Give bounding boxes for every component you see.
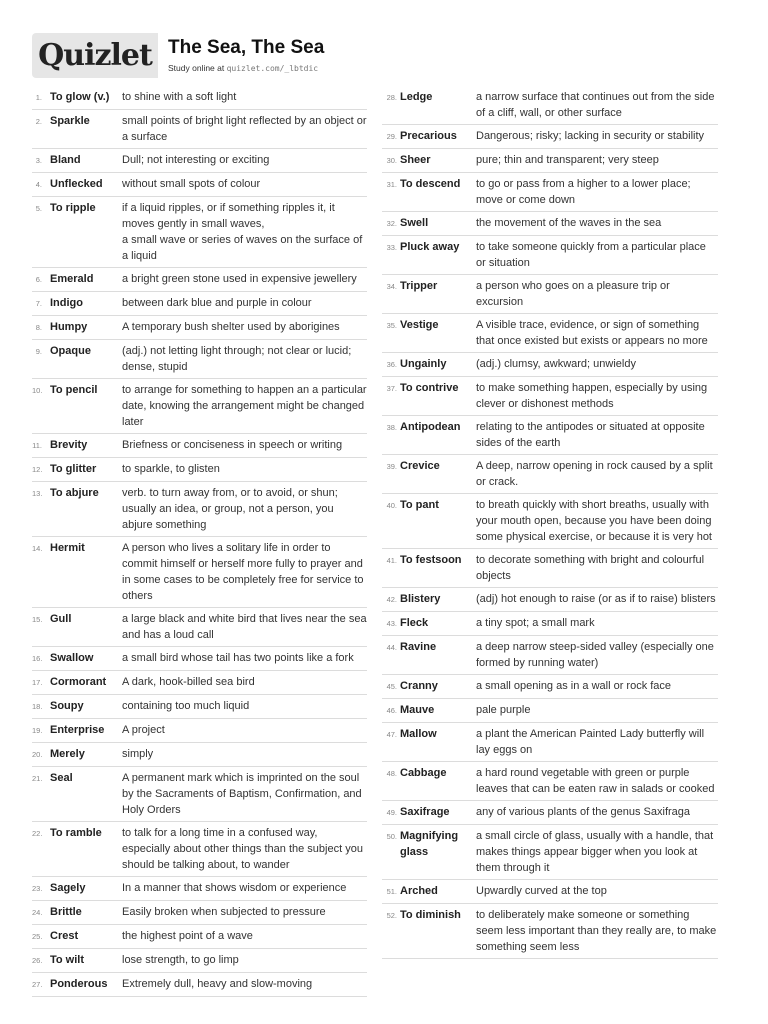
card-definition: to make something happen, especially by using clever or dishonest methods [476, 382, 708, 410]
card-term: Crevice [400, 460, 440, 472]
card-term: Cabbage [400, 767, 447, 779]
card-definition: a small opening as in a wall or rock face [476, 680, 672, 692]
card-number: 39. [386, 462, 397, 471]
card-definition: (adj.) clumsy, awkward; unwieldy [476, 358, 636, 370]
card-term: Swallow [50, 652, 94, 664]
card-term: To festsoon [400, 554, 462, 566]
flashcard-row [32, 949, 367, 973]
card-number: 2. [35, 117, 42, 126]
flashcard-row [32, 671, 367, 695]
card-definition: Briefness or conciseness in speech or writing [122, 439, 343, 451]
card-number: 48. [386, 769, 397, 778]
card-definition: containing too much liquid [122, 700, 250, 712]
card-term: To ripple [50, 202, 96, 214]
card-definition: Easily broken when subjected to pressure [122, 906, 326, 918]
card-term: Brittle [50, 906, 82, 918]
flashcard-row [32, 822, 367, 877]
flashcard-row [382, 125, 718, 149]
card-number: 35. [386, 321, 397, 330]
card-number: 30. [386, 156, 397, 165]
card-term: To ramble [50, 827, 102, 839]
card-number: 12. [32, 465, 43, 474]
flashcard-row [382, 494, 718, 549]
card-definition: A person who lives a solitary life in order to commit himself or herself more fully to prayer and in some cases to be completely free for service to others [122, 542, 364, 602]
flashcard-row [382, 723, 718, 762]
flashcard-row [382, 675, 718, 699]
flashcard-row [32, 86, 367, 110]
card-definition: (adj.) not letting light through; not clear or lucid; dense, stupid [122, 345, 352, 373]
flashcard-row [32, 340, 367, 379]
card-number: 18. [32, 702, 43, 711]
card-term: Humpy [50, 321, 88, 333]
flashcard-row [382, 636, 718, 675]
card-number: 31. [386, 180, 397, 189]
card-term: Swell [400, 217, 429, 229]
card-number: 16. [32, 654, 43, 663]
flashcard-row [32, 292, 367, 316]
card-term: Precarious [400, 130, 457, 142]
card-definition: a deep narrow steep-sided valley (especially one formed by running water) [476, 641, 714, 669]
flashcard-row [32, 458, 367, 482]
flashcard-row [382, 173, 718, 212]
card-number: 26. [32, 956, 43, 965]
card-term: Saxifrage [400, 806, 450, 818]
card-definition: to sparkle, to glisten [122, 463, 220, 475]
card-number: 47. [386, 730, 397, 739]
card-number: 46. [386, 706, 397, 715]
card-number: 52. [386, 911, 397, 920]
card-definition: to go or pass from a higher to a lower place; move or come down [476, 178, 691, 206]
card-definition: Extremely dull, heavy and slow-moving [122, 978, 313, 990]
card-definition: (adj) hot enough to raise (or as if to raise) blisters [476, 593, 716, 605]
card-number: 19. [32, 726, 43, 735]
card-definition: a hard round vegetable with green or purple leaves that can be eaten raw in salads or cooked [476, 767, 715, 795]
flashcard-row [32, 973, 367, 997]
flashcard-row [32, 173, 367, 197]
card-term: To descend [400, 178, 461, 190]
card-number: 25. [32, 932, 43, 941]
card-definition: between dark blue and purple in colour [122, 297, 312, 309]
card-term: Opaque [50, 345, 91, 357]
flashcard-row [382, 86, 718, 125]
study-online-label: Study online at [168, 63, 225, 73]
card-definition: A dark, hook-billed sea bird [122, 676, 255, 688]
card-definition: the movement of the waves in the sea [476, 217, 662, 229]
flashcard-row [32, 695, 367, 719]
card-number: 22. [32, 829, 43, 838]
flashcard-row [382, 377, 718, 416]
flashcard-row [382, 549, 718, 588]
card-number: 10. [32, 386, 43, 395]
card-definition: verb. to turn away from, or to avoid, or shun; usually an idea, or group, not a person, you abjure something [122, 487, 338, 531]
card-definition: to deliberately make someone or something seem less important than they really are, to make something seem less [476, 909, 717, 953]
card-definition: to arrange for something to happen an a particular date, knowing the arrangement might be changed later [122, 384, 367, 428]
flashcard-row [32, 767, 367, 822]
card-definition: Upwardly curved at the top [476, 885, 607, 897]
card-term: To diminish [400, 909, 461, 921]
card-number: 24. [32, 908, 43, 917]
card-term: Vestige [400, 319, 439, 331]
card-number: 29. [386, 132, 397, 141]
card-number: 38. [386, 423, 397, 432]
flashcard-row [382, 275, 718, 314]
flashcard-row [32, 925, 367, 949]
flashcard-row [382, 904, 718, 959]
card-number: 41. [386, 556, 397, 565]
card-number: 15. [32, 615, 43, 624]
flashcard-row [32, 901, 367, 925]
card-term: To contrive [400, 382, 459, 394]
card-number: 23. [32, 884, 43, 893]
card-definition: a bright green stone used in expensive jewellery [122, 273, 357, 285]
card-definition: A temporary bush shelter used by aborigines [122, 321, 340, 333]
card-term: Cormorant [50, 676, 107, 688]
card-term: Cranny [400, 680, 438, 692]
flashcard-row [32, 743, 367, 767]
card-definition: to breath quickly with short breaths, usually with your mouth open, because you have been doing some physical exercise, or because it is very hot [476, 499, 712, 543]
card-definition: any of various plants of the genus Saxifraga [476, 806, 691, 818]
card-number: 11. [32, 441, 42, 450]
card-term: Indigo [50, 297, 83, 309]
flashcard-row [382, 353, 718, 377]
flashcard-row [382, 236, 718, 275]
card-number: 20. [32, 750, 43, 759]
card-term: Emerald [50, 273, 94, 285]
card-term: Ungainly [400, 358, 447, 370]
card-number: 45. [386, 682, 397, 691]
flashcard-row [32, 537, 367, 608]
card-term: Sparkle [50, 115, 90, 127]
flashcard-row [382, 212, 718, 236]
card-term: Enterprise [50, 724, 105, 736]
card-term: Hermit [50, 542, 85, 554]
card-number: 40. [386, 501, 397, 510]
card-definition: relating to the antipodes or situated at opposite sides of the earth [476, 421, 705, 449]
flashcard-row [32, 268, 367, 292]
card-term: Tripper [400, 280, 438, 292]
flashcard-row [32, 482, 367, 537]
card-number: 36. [386, 360, 397, 369]
card-term: To pant [400, 499, 439, 511]
card-number: 14. [32, 544, 43, 553]
flashcard-row [382, 825, 718, 880]
card-term: Antipodean [400, 421, 461, 433]
study-online-line [168, 63, 324, 73]
flashcard-row [32, 647, 367, 671]
card-definition: pure; thin and transparent; very steep [476, 154, 659, 166]
flashcard-row [32, 434, 367, 458]
card-term: Ponderous [50, 978, 108, 990]
flashcard-row [32, 379, 367, 434]
card-term: To glitter [50, 463, 97, 475]
card-term: Soupy [50, 700, 84, 712]
flashcard-row [382, 699, 718, 723]
card-definition: a narrow surface that continues out from the side of a cliff, wall, or other surface [476, 91, 715, 119]
card-term: To abjure [50, 487, 99, 499]
card-term: Seal [50, 772, 73, 784]
set-url-link[interactable]: quizlet.com/_lbtdic [226, 64, 319, 73]
card-term: Magnifying glass [400, 830, 459, 858]
card-number: 43. [386, 619, 397, 628]
card-definition: to take someone quickly from a particular place or situation [476, 241, 706, 269]
card-number: 9. [35, 347, 42, 356]
card-term: Fleck [400, 617, 429, 629]
flashcard-row [32, 608, 367, 647]
flashcard-row [32, 877, 367, 901]
card-number: 13. [32, 489, 43, 498]
card-definition: a person who goes on a pleasure trip or excursion [476, 280, 670, 308]
flashcard-row [382, 588, 718, 612]
flashcard-row [32, 316, 367, 340]
card-number: 6. [35, 275, 42, 284]
card-term: Unflecked [50, 178, 103, 190]
card-term: Ravine [400, 641, 437, 653]
card-number: 44. [386, 643, 397, 652]
card-definition: pale purple [476, 704, 531, 716]
flashcard-row [382, 149, 718, 173]
card-definition: simply [122, 748, 154, 760]
card-number: 28. [386, 93, 397, 102]
card-number: 27. [32, 980, 43, 989]
card-definition: a tiny spot; a small mark [476, 617, 595, 629]
flashcard-row [32, 197, 367, 268]
card-term: To glow (v.) [50, 91, 110, 103]
card-term: Pluck away [400, 241, 460, 253]
card-definition: A deep, narrow opening in rock caused by a split or crack. [476, 460, 713, 488]
card-term: Bland [50, 154, 81, 166]
card-definition: Dangerous; risky; lacking in security or stability [476, 130, 705, 142]
card-number: 4. [35, 180, 42, 189]
flashcard-row [32, 149, 367, 173]
card-term: Mallow [400, 728, 437, 740]
card-number: 21. [32, 774, 43, 783]
card-number: 8. [35, 323, 42, 332]
card-number: 5. [35, 204, 42, 213]
card-number: 51. [386, 887, 397, 896]
page-header [32, 33, 324, 79]
card-definition: A permanent mark which is imprinted on the soul by the Sacraments of Baptism, Confirmation, and Holy Orders [122, 772, 362, 816]
flashcard-row [382, 314, 718, 353]
card-number: 50. [386, 832, 397, 841]
left-card-column [32, 86, 367, 997]
card-definition: Dull; not interesting or exciting [122, 154, 270, 166]
card-number: 32. [386, 219, 397, 228]
card-definition: a plant the American Painted Lady butterfly will lay eggs on [476, 728, 705, 756]
card-term: Merely [50, 748, 85, 760]
card-number: 37. [386, 384, 397, 393]
card-term: Mauve [400, 704, 435, 716]
set-title: The Sea, The Sea [168, 37, 325, 58]
flashcard-row [382, 880, 718, 904]
quizlet-logo: Quizlet [32, 33, 158, 78]
card-definition: a small circle of glass, usually with a handle, that makes things appear bigger when you look at them through it [476, 830, 714, 874]
card-number: 33. [386, 243, 397, 252]
flashcard-row [382, 762, 718, 801]
card-definition: A project [122, 724, 165, 736]
card-term: Brevity [50, 439, 88, 451]
card-definition: to shine with a soft light [122, 91, 237, 103]
card-term: Crest [50, 930, 79, 942]
flashcard-row [382, 455, 718, 494]
card-term: To pencil [50, 384, 98, 396]
flashcard-row [32, 719, 367, 743]
card-definition: a small bird whose tail has two points like a fork [122, 652, 354, 664]
card-number: 49. [386, 808, 397, 817]
card-definition: lose strength, to go limp [122, 954, 239, 966]
card-number: 1. [35, 93, 42, 102]
card-term: Blistery [400, 593, 441, 605]
right-card-column [382, 86, 718, 959]
card-definition: a large black and white bird that lives near the sea and has a loud call [122, 613, 367, 641]
card-number: 34. [386, 282, 397, 291]
card-number: 17. [32, 678, 43, 687]
card-term: Sagely [50, 882, 86, 894]
card-definition: to talk for a long time in a confused way, especially about other things than the subject you should be talking about, to wander [122, 827, 363, 871]
card-number: 3. [35, 156, 42, 165]
card-term: Ledge [400, 91, 433, 103]
card-definition: In a manner that shows wisdom or experience [122, 882, 347, 894]
card-term: Gull [50, 613, 72, 625]
title-block [168, 33, 324, 73]
flashcard-row [382, 801, 718, 825]
card-term: Sheer [400, 154, 431, 166]
card-definition: without small spots of colour [122, 178, 261, 190]
card-number: 42. [386, 595, 397, 604]
card-definition: if a liquid ripples, or if something ripples it, it moves gently in small waves, a small wave or series of waves on the surface of a liquid [122, 202, 363, 262]
flashcard-row [382, 612, 718, 636]
card-definition: A visible trace, evidence, or sign of something that once existed but exists or appears no more [476, 319, 708, 347]
card-definition: to decorate something with bright and colourful objects [476, 554, 705, 582]
card-number: 7. [35, 299, 42, 308]
card-term: To wilt [50, 954, 85, 966]
flashcard-row [32, 110, 367, 149]
card-term: Arched [400, 885, 438, 897]
card-definition: small points of bright light reflected by an object or a surface [122, 115, 367, 143]
flashcard-row [382, 416, 718, 455]
card-definition: the highest point of a wave [122, 930, 253, 942]
